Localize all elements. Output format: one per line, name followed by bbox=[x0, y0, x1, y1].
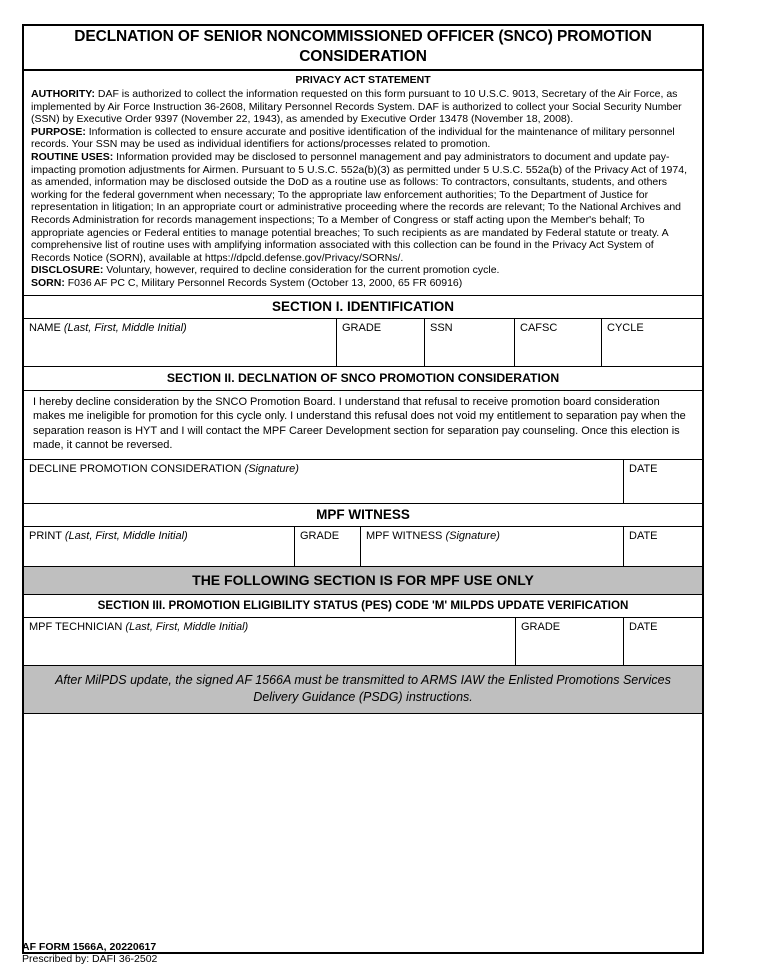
section-1-fields-row bbox=[24, 319, 702, 367]
privacy-act-statement bbox=[24, 71, 702, 295]
decline-signature-label: DECLINE PROMOTION CONSIDERATION (Signature) bbox=[29, 462, 299, 475]
prescribed-by-label: Prescribed by: DAFI 36-2502 bbox=[22, 953, 158, 965]
witness-grade-field[interactable] bbox=[295, 527, 361, 566]
decline-signature-field[interactable] bbox=[24, 460, 624, 503]
witness-signature-label: MPF WITNESS (Signature) bbox=[366, 529, 500, 542]
privacy-sorn-paragraph bbox=[31, 277, 695, 290]
witness-date-field[interactable] bbox=[624, 527, 702, 566]
form-title-row bbox=[24, 26, 702, 71]
mpf-technician-grade-label: GRADE bbox=[521, 620, 561, 633]
section-3-fields-row bbox=[24, 618, 702, 666]
blank-remarks-row bbox=[24, 714, 702, 952]
witness-print-field[interactable] bbox=[24, 527, 295, 566]
mpf-technician-field[interactable] bbox=[24, 618, 516, 665]
privacy-purpose-text: Information is collected to ensure accurate and positive identification of the individual for the maintenance of military personnel records. Your SSN may be used as individual identifiers for actions/processes related to promotion. bbox=[31, 125, 675, 151]
ssn-field-label: SSN bbox=[430, 321, 453, 334]
witness-print-label: PRINT (Last, First, Middle Initial) bbox=[29, 529, 188, 542]
privacy-sorn-text: F036 AF PC C, Military Personnel Records System (October 13, 2000, 65 FR 60916) bbox=[64, 276, 463, 289]
af-form-1566a bbox=[22, 24, 704, 954]
mpf-technician-date-label: DATE bbox=[629, 620, 658, 633]
cafsc-field[interactable] bbox=[515, 319, 602, 366]
mpf-use-only-banner: THE FOLLOWING SECTION IS FOR MPF USE ONLY bbox=[24, 567, 702, 594]
form-id-label: AF FORM 1566A, 20220617 bbox=[22, 941, 157, 953]
privacy-disclosure-label: DISCLOSURE: bbox=[31, 264, 104, 277]
privacy-sorn-label: SORN: bbox=[31, 276, 65, 289]
milpds-transmission-note: After MilPDS update, the signed AF 1566A must be transmitted to ARMS IAW the Enlisted Promotions Services Delivery Guidance (PSDG) instructions. bbox=[24, 666, 702, 713]
witness-grade-label: GRADE bbox=[300, 529, 340, 542]
privacy-authority-paragraph bbox=[31, 88, 695, 126]
section-2-bar-row bbox=[24, 367, 702, 391]
grade-field-label: GRADE bbox=[342, 321, 382, 334]
privacy-purpose-label: PURPOSE: bbox=[31, 125, 86, 138]
witness-date-label: DATE bbox=[629, 529, 658, 542]
name-field[interactable] bbox=[24, 319, 337, 366]
privacy-routine-uses-label: ROUTINE USES: bbox=[31, 150, 114, 163]
privacy-routine-uses-paragraph bbox=[31, 151, 695, 264]
privacy-disclosure-paragraph bbox=[31, 264, 695, 277]
mpf-use-only-banner-row bbox=[24, 567, 702, 595]
privacy-routine-uses-text: Information provided may be disclosed to personnel management and pay administrators to document and update pay-impacting promotion adjustments for Airmen. Pursuant to 5 U.S.C. 552a(b)(3) as permitted under 5 U.S.C. 552a(b) of the Privacy Act of 1974, as amended, information may be disclosed outside the DoD as a routine use as follows: To contractors, consultants, students, and others working for the federal government when necessary; To the appropriate law enforcement authorities; To the Department of Justice for representation in litigation; In an appropriate court or administrative proceeding where the records are relevant; To the National Archives and Records Administration for records management inspections; To a Member of Congress or staff acting upon the Member's behalf; To appropriate agencies or Federal entities to manage potential breaches; To such recipients as are mandated by Federal statute or treaty. A comprehensive list of routine uses with amplifying information associated with this collection can be found in the Privacy Act System of Records Notice (SORN), available at https://dpcld.defense.gov/Privacy/SORNs/. bbox=[31, 150, 687, 264]
mpf-witness-heading: MPF WITNESS bbox=[316, 506, 410, 522]
section-3-bar-row bbox=[24, 595, 702, 618]
milpds-note-row bbox=[24, 666, 702, 714]
mpf-technician-grade-field[interactable] bbox=[516, 618, 624, 665]
mpf-technician-date-field[interactable] bbox=[624, 618, 702, 665]
mpf-witness-bar-row bbox=[24, 504, 702, 527]
page-title: DECLNATION OF SENIOR NONCOMMISSIONED OFFICER (SNCO) PROMOTION CONSIDERATION bbox=[74, 28, 652, 65]
cafsc-field-label: CAFSC bbox=[520, 321, 558, 334]
privacy-purpose-paragraph bbox=[31, 126, 695, 151]
decline-signature-row bbox=[24, 460, 702, 504]
privacy-authority-text: DAF is authorized to collect the information requested on this form pursuant to 10 U.S.C. 9013, Secretary of the Air Force, as implemented by Air Force Instruction 36-2608, Military Personnel Records System. DAF is authorized to collect your Social Security Number (SSN) by Executive Order 9397 (November 22, 1943), as amended by Executive Order 13478 (November 18, 2008). bbox=[31, 88, 682, 126]
privacy-authority-label: AUTHORITY: bbox=[31, 88, 95, 100]
ssn-field[interactable] bbox=[425, 319, 515, 366]
decline-date-label: DATE bbox=[629, 462, 658, 475]
blank-remarks-area[interactable] bbox=[24, 714, 702, 952]
name-field-label: NAME (Last, First, Middle Initial) bbox=[29, 321, 187, 334]
declaration-paragraph: I hereby decline consideration by the SNCO Promotion Board. I understand that refusal to receive promotion board consideration makes me ineligible for promotion for this cycle only. I understand this refusal does not void my entitlement to separation pay when the separation reason is HYT and I will contact the MPF Career Development section for separation pay counseling. Once this election is made, it cannot be reversed. bbox=[33, 395, 686, 452]
mpf-witness-fields-row bbox=[24, 527, 702, 567]
decline-date-field[interactable] bbox=[624, 460, 702, 503]
grade-field[interactable] bbox=[337, 319, 425, 366]
section-1-heading: SECTION I. IDENTIFICATION bbox=[272, 298, 454, 314]
form-footer bbox=[22, 941, 157, 965]
mpf-technician-label: MPF TECHNICIAN (Last, First, Middle Initial) bbox=[29, 620, 249, 633]
privacy-act-row bbox=[24, 71, 702, 296]
section-2-heading: SECTION II. DECLNATION OF SNCO PROMOTION CONSIDERATION bbox=[166, 370, 560, 385]
cycle-field-label: CYCLE bbox=[607, 321, 644, 334]
cycle-field[interactable] bbox=[602, 319, 702, 366]
section-1-bar-row bbox=[24, 296, 702, 319]
declaration-text-row bbox=[24, 391, 702, 460]
section-3-heading: SECTION III. PROMOTION ELIGIBILITY STATUS (PES) CODE 'M' MILPDS UPDATE VERIFICATION bbox=[97, 598, 629, 612]
witness-signature-field[interactable] bbox=[361, 527, 624, 566]
privacy-act-heading: PRIVACY ACT STATEMENT bbox=[295, 74, 431, 86]
privacy-disclosure-text: Voluntary, however, required to decline consideration for the current promotion cycle. bbox=[103, 264, 500, 277]
